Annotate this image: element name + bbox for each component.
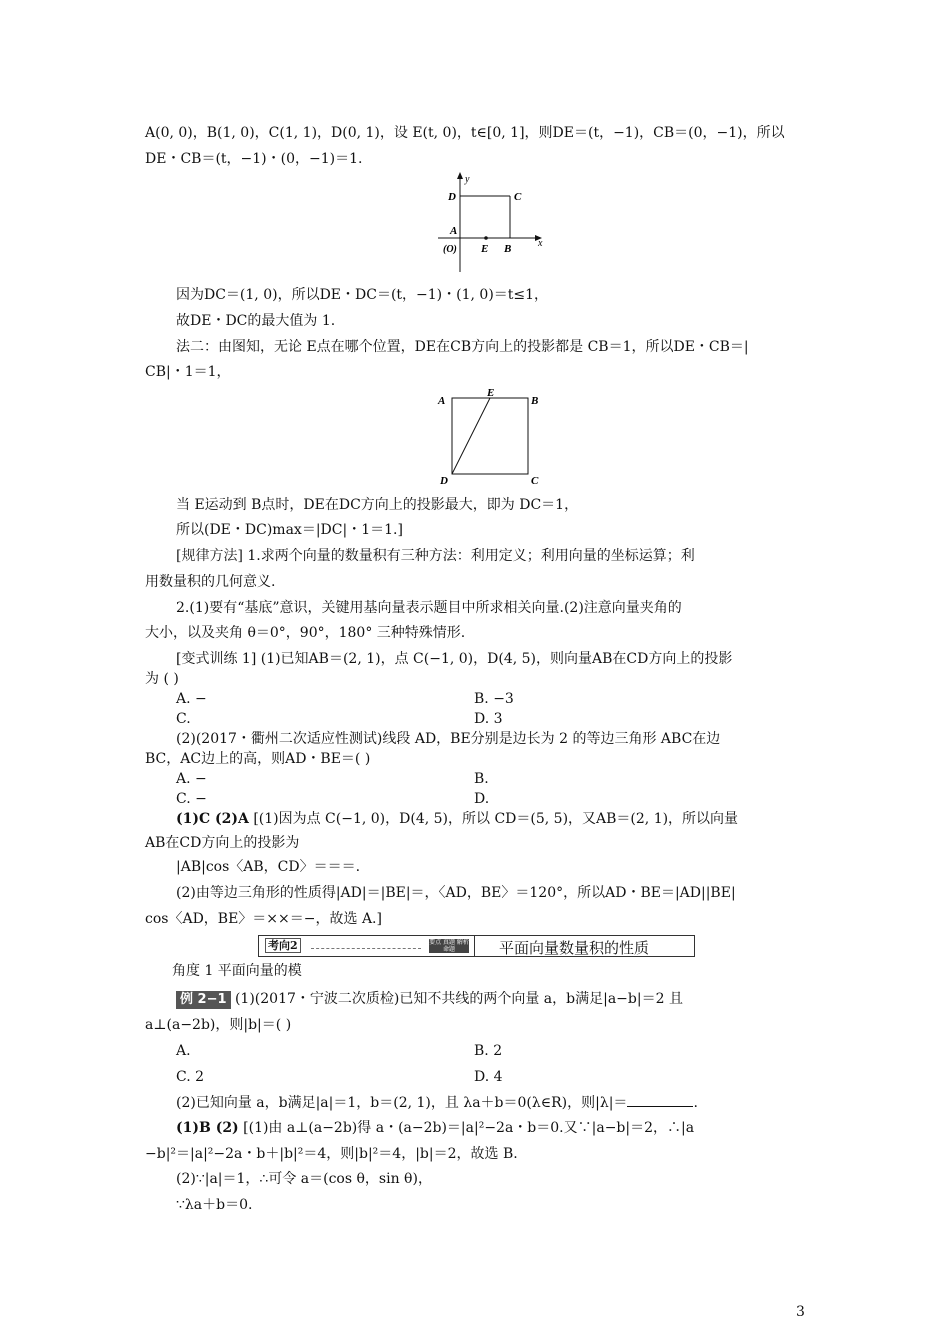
text-line: a⊥(a−2b)，则|b|＝( ) bbox=[145, 1017, 292, 1033]
section-banner bbox=[258, 935, 695, 957]
text-line: 当 E运动到 B点时，DE在DC方向上的投影最大，即为 DC＝1， bbox=[176, 497, 579, 513]
text-line: (2)(2017・衢州二次适应性测试)线段 AD，BE分别是边长为 2 的等边三角形 ABC在边 bbox=[176, 731, 721, 747]
fig2-label-D: D bbox=[440, 475, 448, 487]
text-line: −b|²＝|a|²−2a・b＋|b|²＝4，则|b|²＝4，|b|＝2，故选 B. bbox=[145, 1146, 518, 1162]
option-c: C. − bbox=[176, 791, 207, 807]
banner-divider bbox=[311, 948, 421, 949]
text-line: 因为DC＝(1, 0)，所以DE・DC＝(t，−1)・(1, 0)＝t≤1， bbox=[176, 287, 549, 303]
text-line: CB|・1＝1， bbox=[145, 364, 231, 380]
text-line: 所以(DE・DC)max＝|DC|・1＝1.] bbox=[176, 522, 403, 538]
method-tag: [规律方法] bbox=[176, 548, 243, 564]
text-span: 1.求两个向量的数量积有三种方法：利用定义；利用向量的坐标运算；利 bbox=[247, 548, 695, 564]
banner-badge: 要点 真题 解析 命题 bbox=[429, 939, 469, 953]
option-c: C. bbox=[176, 711, 191, 727]
text-line: 法二：由图知，无论 E点在哪个位置，DE在CB方向上的投影都是 CB＝1，所以DE・CB＝| bbox=[176, 339, 749, 355]
text-line: (2)由等边三角形的性质得|AD|＝|BE|＝，〈AD，BE〉＝120°，所以AD・BE＝|AD||BE| bbox=[176, 885, 736, 901]
option-a: A. − bbox=[176, 691, 207, 707]
text-span: [(1)因为点 C(−1, 0)，D(4, 5)，所以 CD＝(5, 5)，又AB＝(2, 1)，所以向量 bbox=[253, 811, 739, 827]
text-line bbox=[176, 990, 683, 1009]
example-label: 例 2−1 bbox=[176, 991, 231, 1009]
page-number: 3 bbox=[796, 1304, 805, 1320]
text-span: (1)(2017・宁波二次质检)已知不共线的两个向量 a，b满足|a−b|＝2 且 bbox=[234, 991, 683, 1007]
fig2-label-C: C bbox=[531, 475, 539, 487]
text-line: ∵λa＋b＝0. bbox=[176, 1197, 253, 1213]
option-b: B. −3 bbox=[474, 691, 514, 707]
answer-key: (1)C (2)A bbox=[176, 811, 249, 827]
coordinate-square-figure bbox=[430, 172, 550, 277]
fig1-label-O: (O) bbox=[443, 244, 457, 255]
fig2-label-A: A bbox=[438, 395, 446, 407]
text-line: [变式训练 1] (1)已知AB＝(2, 1)，点 C(−1, 0)，D(4, 5)，则向量AB在CD方向上的投影 bbox=[176, 651, 733, 667]
fig1-label-D: D bbox=[448, 191, 456, 203]
fig2-label-E: E bbox=[487, 388, 495, 399]
text-line: 为 ( ) bbox=[145, 671, 179, 687]
text-line: 故DE・DC的最大值为 1. bbox=[176, 313, 336, 329]
banner-left bbox=[259, 936, 475, 956]
text-line bbox=[176, 810, 738, 828]
section-subtitle: 角度 1 平面向量的模 bbox=[172, 963, 302, 979]
answer-blank bbox=[627, 1094, 693, 1107]
answer-key: (1)B (2) bbox=[176, 1120, 239, 1136]
text-span: (2)已知向量 a，b满足|a|＝1，b＝(2, 1)，且 λa＋b＝0(λ∈R)，则|λ|＝ bbox=[176, 1095, 628, 1111]
text-line: A(0, 0)，B(1, 0)，C(1, 1)，D(0, 1)，设 E(t, 0)，t∈[0, 1]，则DE＝(t，−1)，CB＝(0，−1)，所以 bbox=[145, 125, 785, 141]
fig1-label-B: B bbox=[504, 243, 512, 255]
fig1-label-E: E bbox=[481, 243, 489, 255]
text-line: (2)已知向量 a，b满足|a|＝1，b＝(2, 1)，且 λa＋b＝0(λ∈R)，则|λ|＝ . bbox=[176, 1095, 698, 1111]
fig1-label-y: y bbox=[465, 174, 470, 185]
text-line: 用数量积的几何意义. bbox=[145, 574, 276, 590]
banner-tag: 考向2 bbox=[265, 938, 301, 953]
text-span: [(1)由 a⊥(a−2b)得 a・(a−2b)＝|a|²−2a・b＝0.又∵|a−b|＝2，∴|a bbox=[243, 1120, 695, 1136]
text-line bbox=[176, 1119, 694, 1137]
fig1-label-x: x bbox=[538, 238, 543, 249]
option-c: C. 2 bbox=[176, 1069, 205, 1085]
text-line bbox=[176, 547, 695, 565]
text-line: BC，AC边上的高，则AD・BE＝( ) bbox=[145, 751, 371, 767]
text-line: 2.(1)要有“基底”意识，关键用基向量表示题目中所求相关向量.(2)注意向量夹角的 bbox=[176, 600, 682, 616]
option-d: D. 3 bbox=[474, 711, 503, 727]
option-a: A. bbox=[176, 1043, 191, 1059]
text-line: (2)∵|a|＝1，∴可令 a＝(cos θ，sin θ)， bbox=[176, 1171, 432, 1187]
option-d: D. bbox=[474, 791, 490, 807]
option-b: B. bbox=[474, 771, 489, 787]
fig1-label-C: C bbox=[514, 191, 522, 203]
text-line: DE・CB＝(t，−1)・(0，−1)＝1. bbox=[145, 151, 363, 167]
banner-title: 平面向量数量积的性质 bbox=[499, 939, 650, 957]
fig1-label-A: A bbox=[450, 225, 458, 237]
option-d: D. 4 bbox=[474, 1069, 503, 1085]
square-figure bbox=[432, 388, 547, 488]
text-line: cos〈AD，BE〉＝××＝−，故选 A.] bbox=[145, 911, 382, 927]
fig2-label-B: B bbox=[531, 395, 539, 407]
option-a: A. − bbox=[176, 771, 207, 787]
text-line: AB在CD方向上的投影为 bbox=[145, 835, 300, 851]
text-line: |AB|cos〈AB，CD〉＝＝＝. bbox=[176, 859, 361, 875]
text-line: 大小，以及夹角 θ＝0°，90°，180° 三种特殊情形. bbox=[145, 625, 466, 641]
option-b: B. 2 bbox=[474, 1043, 503, 1059]
